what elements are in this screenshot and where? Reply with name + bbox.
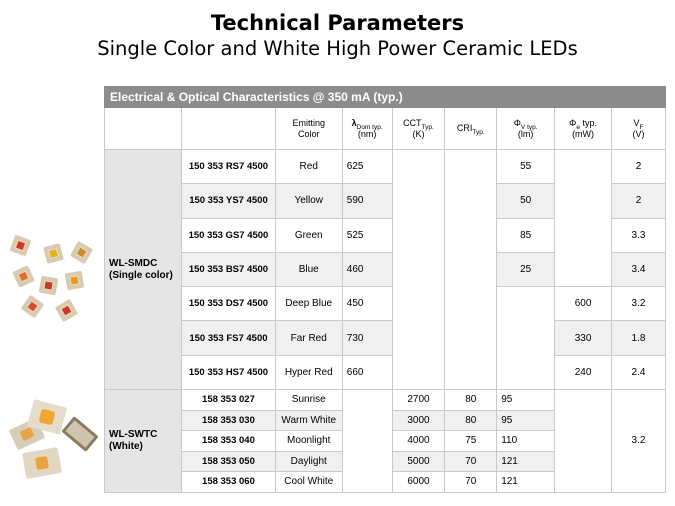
emitting-color: Warm White <box>275 410 342 431</box>
flux-cell: 85 <box>497 218 555 252</box>
radiant-cell: 240 <box>555 355 612 389</box>
flux-cell: 95 <box>497 410 555 431</box>
wavelength-cell: 590 <box>342 184 392 218</box>
emitting-color: Blue <box>275 252 342 286</box>
cct-cell: 4000 <box>392 431 445 452</box>
part-number: 150 353 HS7 4500 <box>182 355 275 389</box>
cri-cell: 80 <box>445 390 497 411</box>
emitting-color: Far Red <box>275 321 342 355</box>
radiant-cell: 330 <box>555 321 612 355</box>
flux-cell: 95 <box>497 390 555 411</box>
cri-empty <box>445 150 497 390</box>
header-cri: $CRI_{Typ.}$ <box>445 108 497 150</box>
part-number: 150 353 BS7 4500 <box>182 252 275 286</box>
cct-cell: 3000 <box>392 410 445 431</box>
radiant-empty <box>555 150 612 287</box>
header-emitting-color: Emitting Color <box>275 108 342 150</box>
part-number: 158 353 027 <box>182 390 275 411</box>
emitting-color: Green <box>275 218 342 252</box>
emitting-color: Red <box>275 150 342 184</box>
wavelength-cell: 625 <box>342 150 392 184</box>
vf-cell: 3.2 <box>612 390 666 493</box>
vf-cell: 2.4 <box>612 355 666 389</box>
header-blank <box>182 108 275 150</box>
wavelength-empty <box>342 390 392 493</box>
emitting-color: Sunrise <box>275 390 342 411</box>
header-radiant-flux: $\Phi_e$ typ. (mW) <box>555 108 612 150</box>
table-row <box>105 150 666 184</box>
wavelength-cell: 660 <box>342 355 392 389</box>
header-blank <box>105 108 182 150</box>
flux-cell: 55 <box>497 150 555 184</box>
characteristics-table <box>104 86 666 493</box>
emitting-color: Deep Blue <box>275 287 342 321</box>
wavelength-cell: 450 <box>342 287 392 321</box>
radiant-cell: 600 <box>555 287 612 321</box>
emitting-color: Moonlight <box>275 431 342 452</box>
vf-cell: 3.2 <box>612 287 666 321</box>
vf-cell: 3.4 <box>612 252 666 286</box>
group-label-smdc: WL-SMDC (Single color) <box>105 150 182 390</box>
emitting-color: Daylight <box>275 451 342 472</box>
wavelength-cell: 730 <box>342 321 392 355</box>
table-header-row <box>105 108 666 150</box>
cri-cell: 70 <box>445 451 497 472</box>
table-banner: Electrical & Optical Characteristics @ 350 mA (typ.) <box>105 87 666 108</box>
emitting-color: Cool White <box>275 472 342 493</box>
part-number: 150 353 GS7 4500 <box>182 218 275 252</box>
header-forward-voltage: $V_F$ (V) <box>612 108 666 150</box>
table-row <box>105 321 666 355</box>
wavelength-cell: 460 <box>342 252 392 286</box>
cri-cell: 75 <box>445 431 497 452</box>
table-row <box>105 355 666 389</box>
flux-empty <box>497 287 555 390</box>
flux-cell: 121 <box>497 472 555 493</box>
header-cct: $CCT_{Typ.}$ (K) <box>392 108 445 150</box>
flux-cell: 121 <box>497 451 555 472</box>
header-wavelength: $\lambda_{Dom typ.}$ (nm) <box>342 108 392 150</box>
cri-cell: 80 <box>445 410 497 431</box>
cct-empty <box>392 150 445 390</box>
cct-cell: 5000 <box>392 451 445 472</box>
cct-cell: 2700 <box>392 390 445 411</box>
part-number: 150 353 RS7 4500 <box>182 150 275 184</box>
part-number: 158 353 060 <box>182 472 275 493</box>
vf-cell: 2 <box>612 184 666 218</box>
header-luminous-flux: $\Phi_{V typ.}$ (lm) <box>497 108 555 150</box>
cct-cell: 6000 <box>392 472 445 493</box>
part-number: 158 353 040 <box>182 431 275 452</box>
flux-cell: 110 <box>497 431 555 452</box>
part-number: 158 353 030 <box>182 410 275 431</box>
wavelength-cell: 525 <box>342 218 392 252</box>
table-row <box>105 287 666 321</box>
cri-cell: 70 <box>445 472 497 493</box>
radiant-empty <box>555 390 612 493</box>
vf-cell: 2 <box>612 150 666 184</box>
table-row <box>105 390 666 411</box>
part-number: 150 353 FS7 4500 <box>182 321 275 355</box>
part-number: 150 353 DS7 4500 <box>182 287 275 321</box>
part-number: 150 353 YS7 4500 <box>182 184 275 218</box>
group-label-swtc: WL-SWTC (White) <box>105 390 182 493</box>
flux-cell: 25 <box>497 252 555 286</box>
emitting-color: Yellow <box>275 184 342 218</box>
page-title: Technical Parameters <box>210 11 465 35</box>
vf-cell: 1.8 <box>612 321 666 355</box>
page-subtitle: Single Color and White High Power Ceramic LEDs <box>97 37 578 60</box>
flux-cell: 50 <box>497 184 555 218</box>
part-number: 158 353 050 <box>182 451 275 472</box>
vf-cell: 3.3 <box>612 218 666 252</box>
emitting-color: Hyper Red <box>275 355 342 389</box>
